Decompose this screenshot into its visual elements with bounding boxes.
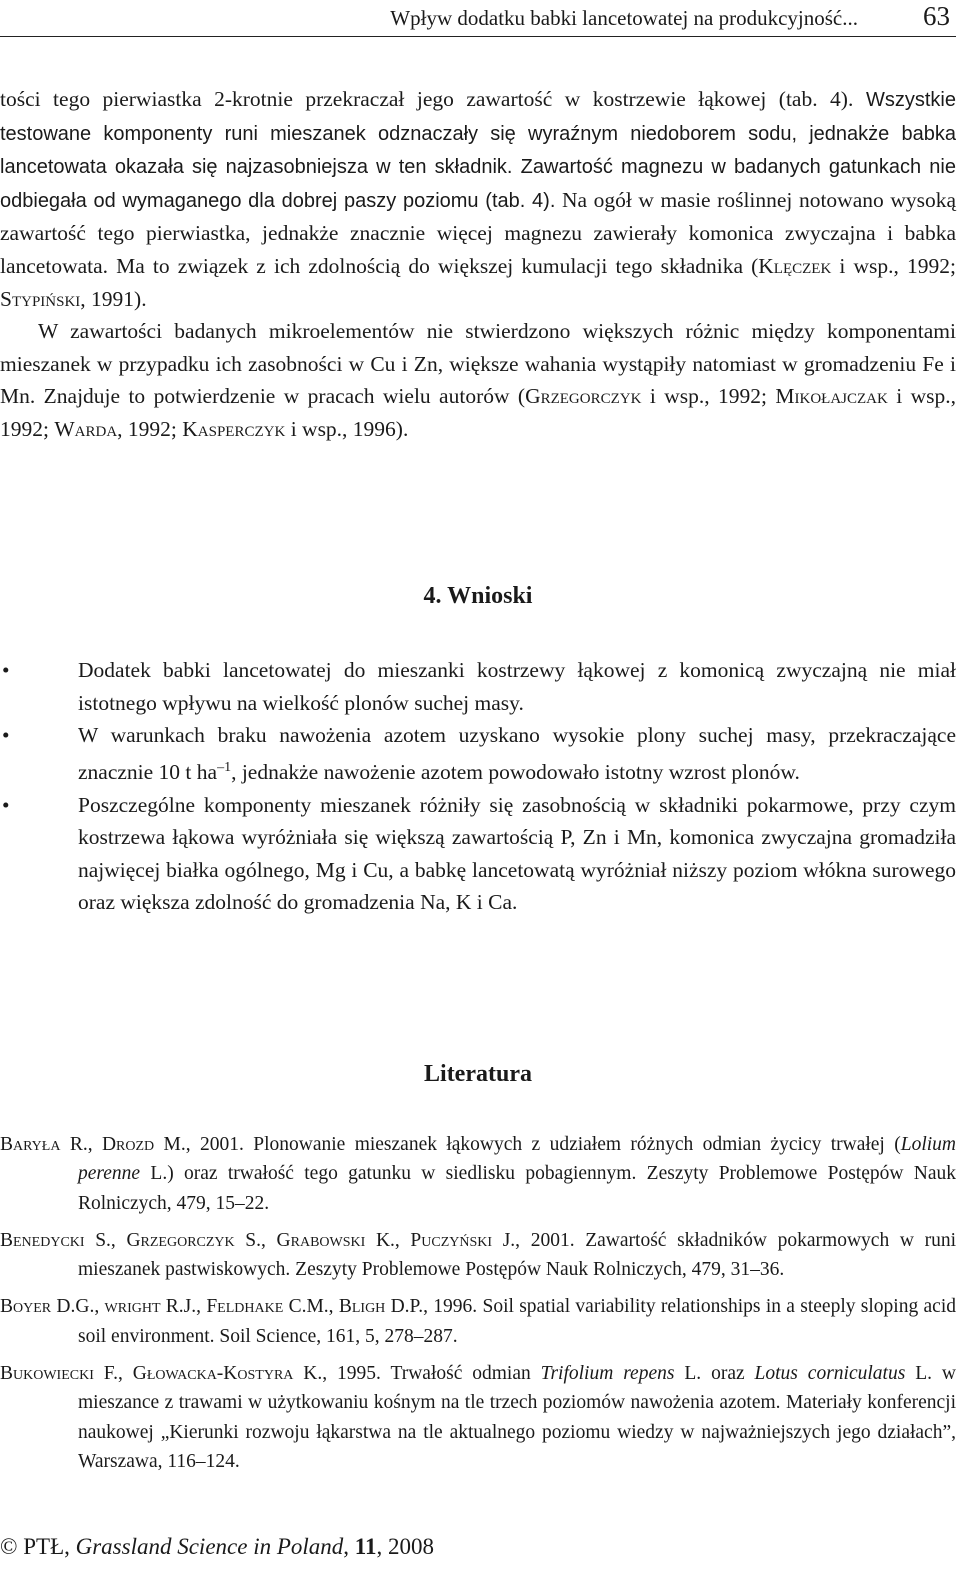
copyright-text: © PTŁ, [0,1534,76,1559]
para2-end: i wsp., 1996). [285,416,409,441]
species-name: Trifolium repens [540,1363,675,1385]
para1-serif-b: Na ogół w masie roślinnej notowano wysoką zawartość tego pierwiastka, jednakże znacznie więcej magnezu zawierały komonica zwyczajna i babka lancetowata. Ma to związek z ich zdolnością do większej kumulacji tego składnika ( [0,187,957,278]
citation: Mikołajczak [775,384,888,409]
reference-authors: Baryła R., Drozd M. [0,1134,186,1155]
journal-year: , 2008 [376,1534,435,1559]
reference-text: , 1995. Trwałość odmian [322,1363,541,1385]
reference-authors: Bukowiecki F., Głowacka-Kostyra K. [0,1363,323,1385]
reference-item [0,1359,956,1476]
reference-list [0,1130,956,1484]
list-item [0,789,956,919]
bullet-marker: • [2,792,10,817]
journal-volume: 11 [354,1534,377,1559]
reference-text: , 2001. Zawartość składników pokarmowych w runi mieszanek pastwiskowych. Zeszyty Problemowe Postępów Nauk Rolniczych, 479, 31–36. [78,1229,956,1281]
reference-item [0,1130,956,1218]
paragraph-1 [0,83,956,315]
para1-mid: i wsp., 1992; [831,253,956,278]
reference-item [0,1292,956,1351]
reference-text: L. w mieszance z trawami w użytkowaniu kośnym na tle trzech poziomów nawożenia azotem. Materiały konferencji naukowej „Kierunki rozwoju łąkarstwa na tle aktualnego poziomu wiedzy w najważniejszych jego działach”, Warszawa, 116–124. [78,1363,957,1472]
reference-authors: Benedycki S., Grzegorczyk S., Grabowski K., Puczyński J. [0,1229,516,1251]
para2-mid: i wsp., 1992; [0,384,956,441]
citation: Stypiński [0,286,81,311]
para1-end: , 1991). [80,286,147,311]
paragraph-2 [0,315,956,445]
page-footer [0,1534,434,1560]
footer-separator: , [343,1534,355,1559]
reference-text: L. oraz [674,1363,755,1385]
reference-item [0,1226,956,1285]
running-title: Wpływ dodatku babki lancetowatej na produkcyjność... [390,6,858,30]
species-name: Lolium perenne [78,1134,956,1185]
reference-text: , 2001. Plonowanie mieszanek łąkowych z udziałem różnych odmian życicy trwałej ( [185,1134,901,1155]
citation: Kasperczyk [182,416,286,441]
citation: Warda [54,416,118,441]
literature-heading: Literatura [424,1061,532,1087]
conclusions-heading: 4. Wnioski [423,583,533,609]
para2-text: W zawartości badanych mikroelementów nie stwierdzono większych różnic między komponentami mieszanek w przypadku ich zasobności w Cu i Zn, większe wahania wystąpiły natomiast w gromadzeniu Fe i Mn. Znajduje to potwierdzenie w pracach wielu autorów ( [0,319,956,409]
running-header [0,0,956,37]
bullet-marker: • [2,723,10,748]
para1-sans: Wszystkie testowane komponenty runi mieszanek odznaczały się wyraźnym niedoborem sodu, jednakże babka lancetowata okazała się najzasobniejsza w ten składnik. Zawartość magnezu w badanych gatunkach nie odbiegała od wymaganego dla dobrej paszy poziomu (tab. 4). [0,89,956,212]
list-item [0,719,956,788]
journal-name: Grassland Science in Poland [75,1534,344,1559]
bullet-marker: • [2,658,10,682]
para2-mid: i wsp., 1992; [641,384,776,409]
reference-authors: Boyer D.G., wright R.J., Feldhake C.M., Bligh D.P. [0,1296,424,1318]
citation: Klęczek [758,253,832,278]
list-item-text: , jednakże nawożenie azotem powodowało istotny wzrost plonów. [231,759,800,784]
species-name: Lotus corniculatus [754,1363,906,1385]
list-item-text: W warunkach braku nawożenia azotem uzyskano wysokie plony suchej masy, przekraczające znacznie 10 t ha [78,723,956,784]
list-item [0,654,956,719]
reference-text: , 1996. Soil spatial variability relationships in a steeply sloping acid soil environment. Soil Science, 161, 5, 278–287. [78,1296,957,1347]
page-number: 63 [923,1,950,31]
reference-text: L.) oraz trwałość tego gatunku w siedlisku pobagiennym. Zeszyty Problemowe Postępów Nauk Rolniczych, 479, 15–22. [78,1163,956,1214]
conclusions-list [0,654,956,919]
para1-serif-a: tości tego pierwiastka 2-krotnie przekraczał jego zawartość w kostrzewie łąkowej (tab. 4). [0,87,854,111]
unit-superscript: –1 [217,759,232,775]
list-item-text: Poszczególne komponenty mieszanek różniły się zasobnością w składniki pokarmowe, przy czym kostrzewa łąkowa wyróżniała się większą zawartością P, Zn i Mn, komonica zwyczajna gromadziła najwięcej białka ogólnego, Mg i Cu, a babkę lancetowatą wyróżniał niższy poziom włókna surowego oraz większa zdolność do gromadzenia Na, K i Ca. [78,792,956,915]
citation: Grzegorczyk [525,384,642,409]
list-item-text: Dodatek babki lancetowatej do mieszanki kostrzewy łąkowej z komonicą zwyczajną nie miał istotnego wpływu na wielkość plonów suchej masy. [78,658,956,715]
results-text [0,83,956,446]
para2-mid: , 1992; [117,416,183,441]
